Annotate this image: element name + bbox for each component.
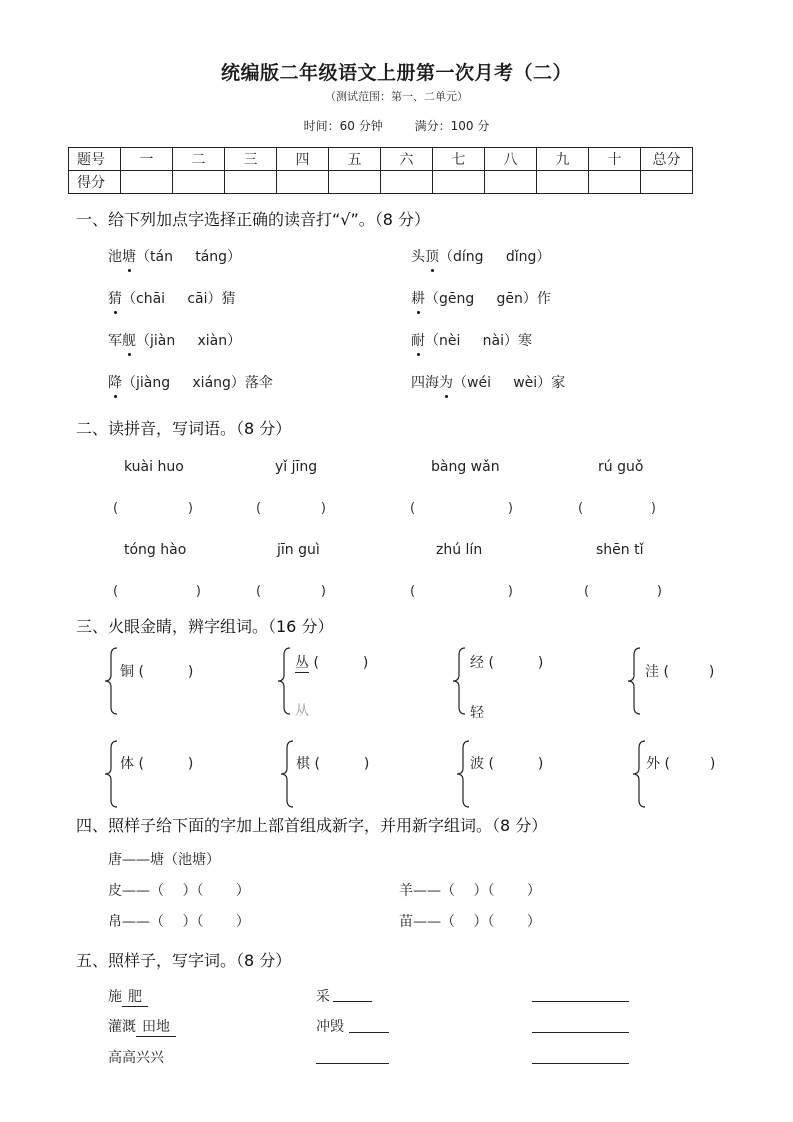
test-scope: （测试范围：第一、二单元） [325,90,468,103]
dotted-char: 耐 [411,330,425,350]
answer-blank[interactable]: ( ) [578,501,656,516]
brace-icon [627,647,641,715]
answer-blank[interactable]: ( ) [113,501,193,516]
answer-line[interactable] [532,1001,629,1002]
word-suffix: 家 [551,375,566,391]
pinyin-option-b[interactable]: wèi [513,375,538,391]
fill-word: 冲毁 [316,1019,344,1035]
word-suffix: 猜 [221,291,236,307]
cell-total: 总分 [641,148,693,171]
cell-score-label: 得分 [69,171,121,194]
score-input[interactable] [225,171,277,194]
char-group-bottom-clipped: 轻 [470,705,484,721]
cell-q3: 三 [225,148,277,171]
cell-q4: 四 [277,148,329,171]
pinyin-option-a[interactable]: wéi [467,375,491,391]
score-input[interactable] [433,171,485,194]
example-word: 高高兴兴 [108,1050,164,1066]
brace-icon [104,740,118,808]
word-prefix: 四海 [411,375,439,391]
pinyin-option-b[interactable]: dǐng [505,249,537,265]
brace-icon [632,740,646,808]
word-prefix: 军 [108,333,122,349]
score-input[interactable] [277,171,329,194]
answer-line[interactable] [333,1001,372,1002]
brace-icon [452,647,466,715]
char-group-top: 铜 ( ) [120,664,194,680]
fill-word: 采 [316,989,330,1005]
score-input[interactable] [381,171,433,194]
pinyin-option-a[interactable]: jiàn [150,333,176,349]
section-1-heading: 一、给下列加点字选择正确的读音打“√”。（8 分） [76,210,431,229]
pinyin-choice-item: 军舰（jiàn xiàn） [108,330,241,350]
radical-item[interactable]: 羊——（ ）（ ） [399,883,541,899]
cell-question-number: 题号 [69,148,121,171]
answer-blank[interactable]: ( ) [256,584,326,599]
pinyin-choice-item: 头顶（díng dǐng） [411,246,550,266]
cell-q6: 六 [381,148,433,171]
answer-blank[interactable]: ( ) [410,584,513,599]
answer-blank[interactable]: ( ) [410,501,513,516]
pinyin-choice-item: 四海为（wéi wèi）家 [411,372,565,392]
pinyin-option-b[interactable]: táng [195,249,228,265]
dotted-char: 耕 [411,288,425,308]
dotted-char: 降 [108,372,122,392]
char-group-bottom-clipped: 从 [295,703,309,719]
dotted-char: 舰 [122,330,136,350]
exam-time: 时间：60 分钟 [303,119,383,133]
score-input[interactable] [641,171,693,194]
word-prefix: 头 [411,249,425,265]
pinyin-word: shēn tǐ [596,542,644,558]
dotted-char: 顶 [425,246,439,266]
pinyin-choice-item: 猜（chāi cāi）猜 [108,288,235,308]
score-input[interactable] [537,171,589,194]
radical-item[interactable]: 苗——（ ）（ ） [399,914,541,930]
pinyin-option-b[interactable]: xiáng [192,375,231,391]
radical-item[interactable]: 帛——（ ）（ ） [108,914,250,930]
section-5-heading: 五、照样子，写字词。（8 分） [76,951,292,970]
example-line: 唐——塘（池塘） [108,852,220,868]
answer-line[interactable] [349,1032,389,1033]
pinyin-option-a[interactable]: jiàng [136,375,171,391]
page-title: 统编版二年级语文上册第一次月考（二） [220,62,572,84]
pinyin-choice-item: 耕（gēng gēn）作 [411,288,551,308]
cell-q5: 五 [329,148,381,171]
char-group-top: 波 ( ) [470,756,544,772]
brace-icon [280,740,294,808]
word-prefix: 池 [108,249,122,265]
score-table [68,147,693,194]
section-2-heading: 二、读拼音，写词语。（8 分） [76,419,292,438]
score-input[interactable] [485,171,537,194]
pinyin-option-a[interactable]: gēng [439,291,475,307]
char-group-top: 经 ( ) [470,655,544,671]
pinyin-option-b[interactable]: xiàn [197,333,228,349]
pinyin-choice-item: 池塘（tán táng） [108,246,241,266]
score-input[interactable] [589,171,641,194]
score-input[interactable] [329,171,381,194]
brace-icon [277,647,291,715]
char-group-top: 洼 ( ) [645,664,715,680]
example-word: 灌溉 田地 [108,1016,176,1037]
brace-icon [104,647,118,715]
radical-item[interactable]: 皮——（ ）（ ） [108,883,250,899]
cell-q2: 二 [173,148,225,171]
answer-line[interactable] [532,1063,629,1064]
answer-blank[interactable]: ( ) [256,501,326,516]
cell-q1: 一 [121,148,173,171]
pinyin-word: bàng wǎn [431,459,500,475]
pinyin-option-a[interactable]: díng [453,249,484,265]
word-suffix: 寒 [518,333,532,349]
char-group-top: 丛 ( ) [295,652,368,673]
char-group-top: 体 ( ) [120,756,194,772]
pinyin-option-a[interactable]: chāi [136,291,166,307]
pinyin-word: tóng hào [124,542,187,558]
pinyin-choice-item: 降（jiàng xiáng）落伞 [108,372,273,392]
cell-q9: 九 [537,148,589,171]
exam-full-score: 满分：100 分 [414,119,490,133]
word-suffix: 落伞 [244,375,273,391]
pinyin-option-b[interactable]: cāi [187,291,208,307]
answer-line[interactable] [316,1063,389,1064]
pinyin-option-b[interactable]: gēn [496,291,523,307]
pinyin-word: kuài huo [124,459,184,475]
section-4-heading: 四、照样子给下面的字加上部首组成新字，并用新字组词。（8 分） [76,816,548,835]
score-table-header-row [69,148,693,171]
char-group-top: 外 ( ) [646,756,716,772]
pinyin-option-a[interactable]: nèi [439,333,461,349]
pinyin-option-a[interactable]: tán [150,249,173,265]
cell-q8: 八 [485,148,537,171]
pinyin-word: zhú lín [436,542,483,558]
pinyin-word: yǐ jīng [275,459,318,475]
answer-blank[interactable]: ( ) [113,584,201,599]
exam-meta [0,117,793,134]
answer-blank[interactable]: ( ) [584,584,662,599]
pinyin-word: jīn guì [277,542,320,558]
cell-q7: 七 [433,148,485,171]
section-3-heading: 三、火眼金睛，辨字组词。（16 分） [76,617,334,636]
brace-icon [456,740,470,808]
dotted-char: 猜 [108,288,122,308]
pinyin-choice-item: 耐（nèi nài）寒 [411,330,532,350]
score-table-score-row [69,171,693,194]
word-suffix: 作 [536,291,551,307]
pinyin-word: rú guǒ [598,459,644,475]
score-input[interactable] [173,171,225,194]
answer-line[interactable] [532,1032,629,1033]
cell-q10: 十 [589,148,641,171]
pinyin-option-b[interactable]: nài [482,333,504,349]
char-group-top: 棋 ( ) [296,756,370,772]
dotted-char: 塘 [122,246,136,266]
example-word: 施 肥 [108,986,148,1007]
dotted-char: 为 [439,372,453,392]
score-input[interactable] [121,171,173,194]
